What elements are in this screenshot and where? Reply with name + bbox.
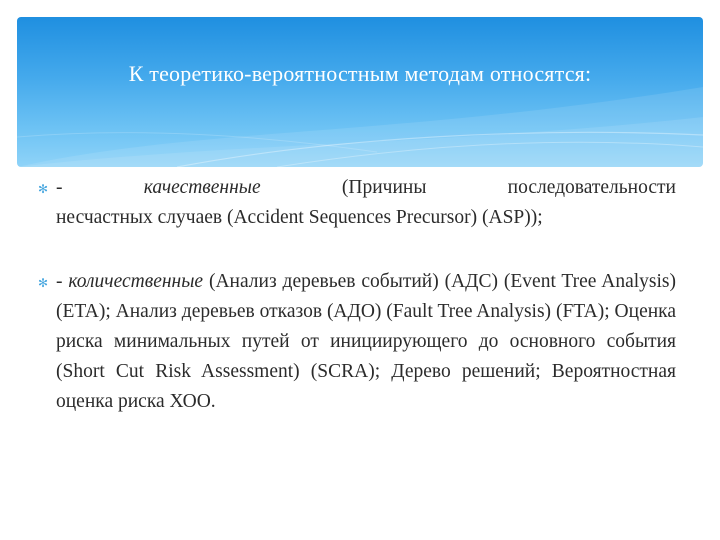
item-text-part: последовательности <box>507 177 676 198</box>
list-item <box>38 173 676 233</box>
bullet-list <box>38 173 676 417</box>
wave-decoration <box>17 17 703 167</box>
title-banner <box>17 17 703 167</box>
item-dash: - <box>56 271 69 292</box>
asterisk-bullet-icon: ✻ <box>38 276 49 290</box>
item-dash: - <box>56 177 63 198</box>
item-term: качественные <box>143 177 261 198</box>
item-term: количественные <box>68 271 204 292</box>
item-text: (Анализ деревьев событий) (АДС) (Event Tree Analysis) (ETA); Анализ деревьев отказов (АДО) (Fault Tree Analysis) (FTA); Оценка риска минимальных путей от инициирующего до основного события (Short Cut Risk Assessment) (SCRA); Дерево решений; Вероятностная оценка риска ХОО. <box>56 271 676 412</box>
item-text-part: (Причины <box>341 177 427 198</box>
slide-title: К теоретико-вероятностным методам относятся: <box>128 61 592 86</box>
asterisk-bullet-icon: ✻ <box>38 182 49 196</box>
list-item <box>38 267 676 417</box>
item-text: несчастных случаев (Accident Sequences Precursor) (ASP)); <box>56 207 543 228</box>
